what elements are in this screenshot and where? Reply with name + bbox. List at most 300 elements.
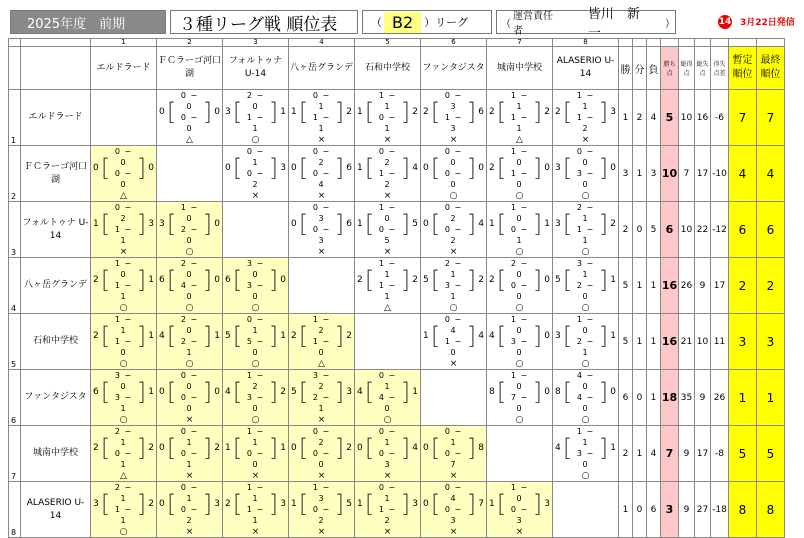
total-goals-against: 3 — [214, 499, 220, 509]
bracket-right: ] — [598, 154, 609, 182]
col-number: 8 — [553, 39, 619, 47]
provisional-rank-header: 暫定順位 — [729, 47, 757, 90]
wins: 5 — [619, 258, 633, 314]
match-cell — [487, 146, 553, 202]
first-half-score: 1 − 0 — [576, 315, 595, 335]
half-scores — [242, 314, 269, 358]
total-goals-against: 3 — [544, 499, 550, 509]
match-score — [289, 202, 354, 246]
match-score — [289, 146, 354, 190]
match-score — [487, 370, 552, 414]
match-cell — [289, 202, 355, 258]
final-rank: 6 — [757, 202, 785, 258]
second-half-score: 0 − 1 — [114, 449, 133, 469]
total-goals-for: 0 — [423, 163, 429, 173]
half-scores — [440, 426, 467, 470]
row-team-name: エルドラード — [21, 90, 91, 146]
match-cell — [223, 90, 289, 146]
row-team-name: ALASERIO U-14 — [21, 482, 91, 538]
half-scores — [242, 90, 269, 134]
first-half-score: 3 − 0 — [246, 259, 265, 279]
first-half-score: 1 − 0 — [180, 203, 199, 223]
match-score — [355, 482, 420, 526]
match-score — [223, 258, 288, 302]
total-goals-for: 3 — [555, 219, 561, 229]
match-score — [553, 370, 618, 414]
row-team-name: 石和中学校 — [21, 314, 91, 370]
bracket-right: ] — [202, 266, 213, 294]
draws: 0 — [633, 370, 647, 426]
total-goals-for: 2 — [93, 275, 99, 285]
match-score — [223, 482, 288, 526]
match-score — [487, 90, 552, 134]
first-half-score: 0 − 0 — [114, 147, 133, 167]
total-goals-against: 4 — [412, 443, 418, 453]
bracket-left: [ — [562, 266, 573, 294]
goal-diff: 11 — [711, 314, 729, 370]
match-cell — [553, 258, 619, 314]
total-goals-for: 0 — [291, 219, 297, 229]
points: 6 — [661, 202, 679, 258]
match-cell — [553, 146, 619, 202]
total-goals-against: 2 — [544, 107, 550, 117]
half-scores — [176, 482, 203, 526]
total-goals-for: 2 — [489, 275, 495, 285]
total-goals-for: 0 — [423, 443, 429, 453]
points: 10 — [661, 146, 679, 202]
first-half-score: 0 − 0 — [576, 147, 595, 167]
match-cell — [223, 146, 289, 202]
first-half-score: 1 − 0 — [510, 483, 529, 503]
row-team-name: ファンタジスタ — [21, 370, 91, 426]
draws: 1 — [633, 426, 647, 482]
total-goals-against: 2 — [610, 219, 616, 229]
first-half-score: 1 − 3 — [312, 483, 331, 503]
total-goals-against: 2 — [280, 387, 286, 397]
bracket-right: ] — [334, 98, 345, 126]
bracket-left: [ — [232, 434, 243, 462]
second-half-score: 0 − 1 — [378, 113, 397, 133]
first-half-score: 3 − 0 — [114, 371, 133, 391]
total-goals-for: 2 — [291, 331, 297, 341]
match-cell — [223, 426, 289, 482]
first-half-score: 1 − 1 — [378, 91, 397, 111]
second-half-score: 0 − 1 — [510, 225, 529, 245]
second-half-score: 1 − 1 — [114, 505, 133, 525]
half-scores — [374, 90, 401, 134]
match-result: ○ — [185, 303, 194, 313]
bracket-left: [ — [562, 322, 573, 350]
total-goals-for: 4 — [489, 331, 495, 341]
losses: 1 — [647, 370, 661, 426]
bracket-right: ] — [268, 98, 279, 126]
match-cell — [355, 370, 421, 426]
col-number: 5 — [355, 39, 421, 47]
total-goals-for: 1 — [489, 219, 495, 229]
match-cell — [157, 258, 223, 314]
bracket-right: ] — [136, 266, 147, 294]
losses: 5 — [647, 202, 661, 258]
half-scores — [110, 482, 137, 526]
second-half-score: 1 − 1 — [378, 281, 397, 301]
goal-diff-header: 得失点差 — [711, 47, 729, 90]
first-half-score: 1 − 2 — [246, 371, 265, 391]
bracket-left: [ — [364, 490, 375, 518]
col-number: 4 — [289, 39, 355, 47]
bracket-left: [ — [100, 154, 111, 182]
bracket-left: [ — [232, 266, 243, 294]
match-cell — [421, 314, 487, 370]
total-goals-for: 1 — [225, 443, 231, 453]
second-half-score: 0 − 0 — [180, 113, 199, 133]
half-scores — [572, 314, 599, 358]
match-result: × — [185, 527, 194, 537]
bracket-right: ] — [136, 210, 147, 238]
match-result: ○ — [515, 191, 524, 201]
match-result: × — [581, 135, 590, 145]
total-goals-against: 4 — [412, 163, 418, 173]
bracket-left: [ — [430, 154, 441, 182]
bracket-right: ] — [268, 490, 279, 518]
match-cell — [91, 426, 157, 482]
match-cell — [157, 370, 223, 426]
match-score — [223, 370, 288, 414]
half-scores — [440, 258, 467, 302]
bracket-right: ] — [532, 490, 543, 518]
provisional-rank: 4 — [729, 146, 757, 202]
match-cell — [421, 90, 487, 146]
match-score — [289, 90, 354, 134]
match-score — [487, 314, 552, 358]
bracket-right: ] — [334, 434, 345, 462]
match-result: × — [383, 191, 392, 201]
second-half-score: 3 − 0 — [246, 281, 265, 301]
half-scores — [506, 90, 533, 134]
match-result: ○ — [515, 247, 524, 257]
provisional-rank: 5 — [729, 426, 757, 482]
first-half-score: 0 − 4 — [444, 315, 463, 335]
draws: 0 — [633, 482, 647, 538]
bracket-left: [ — [430, 490, 441, 518]
bracket-right: ] — [598, 434, 609, 462]
total-goals-against: 3 — [610, 107, 616, 117]
half-scores — [176, 258, 203, 302]
first-half-score: 0 − 3 — [444, 91, 463, 111]
match-result: ○ — [581, 191, 590, 201]
half-scores — [176, 370, 203, 414]
match-score — [553, 426, 618, 470]
bracket-right: ] — [268, 322, 279, 350]
total-goals-for: 3 — [225, 107, 231, 117]
match-result: ○ — [383, 415, 392, 425]
second-half-score: 0 − 0 — [180, 393, 199, 413]
bracket-right: ] — [532, 266, 543, 294]
total-goals-against: 7 — [478, 499, 484, 509]
wins: 1 — [619, 90, 633, 146]
match-cell — [355, 90, 421, 146]
half-scores — [308, 202, 335, 246]
bracket-left: [ — [364, 434, 375, 462]
bracket-left: [ — [166, 434, 177, 462]
second-half-score: 2 − 1 — [180, 337, 199, 357]
match-result: ○ — [515, 303, 524, 313]
match-result: ○ — [581, 359, 590, 369]
second-half-score: 1 − 1 — [246, 113, 265, 133]
draws: 1 — [633, 314, 647, 370]
match-cell — [223, 370, 289, 426]
bracket-left: [ — [166, 322, 177, 350]
provisional-rank: 8 — [729, 482, 757, 538]
diagonal-cell — [157, 146, 223, 202]
match-cell — [289, 90, 355, 146]
first-half-score: 2 − 1 — [444, 259, 463, 279]
goal-diff: -6 — [711, 90, 729, 146]
bracket-left: [ — [298, 98, 309, 126]
diagonal-cell — [487, 426, 553, 482]
half-scores — [176, 426, 203, 470]
col-team-name: ＦＣラーゴ河口湖 — [157, 47, 223, 90]
total-goals-for: 6 — [225, 275, 231, 285]
match-result: × — [449, 359, 458, 369]
draws: 1 — [633, 146, 647, 202]
second-half-score: 0 − 2 — [180, 505, 199, 525]
wins-header: 勝 — [619, 47, 633, 90]
bracket-right: ] — [400, 210, 411, 238]
bracket-left: [ — [232, 154, 243, 182]
second-half-score: 0 − 0 — [444, 169, 463, 189]
match-cell — [157, 202, 223, 258]
match-result: × — [317, 191, 326, 201]
goals-against: 17 — [695, 426, 711, 482]
bracket-right: ] — [400, 266, 411, 294]
losses: 1 — [647, 314, 661, 370]
match-cell — [289, 146, 355, 202]
draws: 2 — [633, 90, 647, 146]
half-scores — [506, 258, 533, 302]
half-scores — [242, 426, 269, 470]
second-half-score: 0 − 0 — [312, 449, 331, 469]
total-goals-for: 1 — [357, 499, 363, 509]
total-goals-for: 2 — [423, 107, 429, 117]
half-scores — [440, 146, 467, 190]
table-row — [9, 202, 785, 258]
total-goals-for: 4 — [555, 443, 561, 453]
manager-close: ） — [665, 18, 675, 30]
second-half-score: 0 − 4 — [312, 169, 331, 189]
first-half-score: 0 − 2 — [312, 147, 331, 167]
col-team-name: 石和中学校 — [355, 47, 421, 90]
row-number: 1 — [9, 90, 21, 146]
column-number-row — [9, 39, 785, 47]
match-score — [421, 314, 486, 358]
goals-against: 27 — [695, 482, 711, 538]
first-half-score: 0 − 1 — [246, 147, 265, 167]
provisional-rank: 7 — [729, 90, 757, 146]
half-scores — [374, 482, 401, 526]
match-result: ○ — [119, 527, 128, 537]
total-goals-against: 0 — [214, 107, 220, 117]
total-goals-against: 2 — [412, 107, 418, 117]
match-cell — [355, 426, 421, 482]
match-score — [553, 258, 618, 302]
total-goals-for: 2 — [489, 163, 495, 173]
match-cell — [157, 426, 223, 482]
bracket-left: [ — [496, 98, 507, 126]
match-score — [487, 482, 552, 526]
bracket-right: ] — [400, 378, 411, 406]
total-goals-against: 1 — [148, 331, 154, 341]
losses-header: 負 — [647, 47, 661, 90]
first-half-score: 0 − 2 — [444, 203, 463, 223]
total-goals-against: 0 — [610, 387, 616, 397]
total-goals-against: 6 — [346, 219, 352, 229]
bracket-left: [ — [100, 434, 111, 462]
bracket-left: [ — [298, 322, 309, 350]
match-score — [421, 258, 486, 302]
match-score — [355, 426, 420, 470]
table-row — [9, 370, 785, 426]
bracket-left: [ — [100, 490, 111, 518]
match-score — [157, 202, 222, 246]
provisional-rank: 1 — [729, 370, 757, 426]
half-scores — [110, 370, 137, 414]
match-result: × — [383, 247, 392, 257]
match-score — [421, 426, 486, 470]
total-goals-for: 3 — [93, 499, 99, 509]
total-goals-for: 0 — [423, 219, 429, 229]
match-cell — [487, 370, 553, 426]
match-cell — [487, 314, 553, 370]
bracket-left: [ — [430, 266, 441, 294]
first-half-score: 1 − 0 — [510, 203, 529, 223]
first-half-score: 3 − 1 — [576, 259, 595, 279]
second-half-score: 1 − 1 — [312, 113, 331, 133]
second-half-score: 0 − 7 — [444, 449, 463, 469]
final-rank: 2 — [757, 258, 785, 314]
wins: 5 — [619, 314, 633, 370]
match-score — [421, 146, 486, 190]
bracket-right: ] — [532, 378, 543, 406]
bracket-left: [ — [496, 266, 507, 294]
total-goals-for: 0 — [159, 387, 165, 397]
match-result: ○ — [119, 359, 128, 369]
half-scores — [110, 426, 137, 470]
bracket-left: [ — [430, 434, 441, 462]
provisional-rank: 6 — [729, 202, 757, 258]
col-team-name: ファンタジスタ — [421, 47, 487, 90]
match-score — [355, 370, 420, 414]
manager-label: 運営責任者 — [513, 11, 553, 37]
total-goals-against: 0 — [148, 163, 154, 173]
bracket-right: ] — [334, 210, 345, 238]
first-half-score: 1 − 1 — [576, 427, 595, 447]
half-scores — [572, 426, 599, 470]
second-half-score: 3 − 0 — [246, 393, 265, 413]
match-result: ○ — [449, 303, 458, 313]
goals-for: 10 — [679, 90, 695, 146]
match-cell — [553, 90, 619, 146]
goals-for: 9 — [679, 482, 695, 538]
diagonal-cell — [91, 90, 157, 146]
goals-against: 16 — [695, 90, 711, 146]
bracket-right: ] — [598, 322, 609, 350]
bracket-right: ] — [598, 378, 609, 406]
second-half-score: 0 − 0 — [246, 449, 265, 469]
first-half-score: 2 − 0 — [180, 259, 199, 279]
half-scores — [374, 146, 401, 190]
goals-for: 9 — [679, 426, 695, 482]
first-half-score: 0 − 4 — [444, 483, 463, 503]
bracket-left: [ — [298, 378, 309, 406]
goals-against: 9 — [695, 370, 711, 426]
bracket-right: ] — [466, 322, 477, 350]
goals-for-header: 総得点 — [679, 47, 695, 90]
bracket-right: ] — [466, 490, 477, 518]
match-score — [91, 258, 156, 302]
match-score — [223, 90, 288, 134]
first-half-score: 0 − 2 — [312, 427, 331, 447]
second-half-score: 0 − 3 — [444, 505, 463, 525]
row-number: 2 — [9, 146, 21, 202]
bracket-left: [ — [562, 378, 573, 406]
match-cell — [157, 314, 223, 370]
points: 16 — [661, 258, 679, 314]
total-goals-for: 2 — [225, 499, 231, 509]
bracket-left: [ — [364, 98, 375, 126]
total-goals-for: 1 — [357, 163, 363, 173]
match-result: × — [251, 471, 260, 481]
bracket-left: [ — [298, 210, 309, 238]
half-scores — [506, 482, 533, 526]
match-cell — [289, 426, 355, 482]
match-result: ○ — [515, 359, 524, 369]
standings-table — [8, 38, 785, 538]
points: 5 — [661, 90, 679, 146]
match-cell — [91, 314, 157, 370]
match-score — [487, 202, 552, 246]
losses: 3 — [647, 146, 661, 202]
bracket-left: [ — [562, 210, 573, 238]
match-score — [157, 90, 222, 134]
bracket-left: [ — [496, 490, 507, 518]
goals-against: 22 — [695, 202, 711, 258]
total-goals-against: 4 — [478, 219, 484, 229]
bracket-right: ] — [136, 434, 147, 462]
bracket-left: [ — [364, 154, 375, 182]
half-scores — [572, 202, 599, 246]
bracket-left: [ — [364, 378, 375, 406]
total-goals-for: 5 — [423, 275, 429, 285]
bracket-left: [ — [496, 378, 507, 406]
block-name: B2 — [384, 12, 421, 33]
bracket-right: ] — [400, 434, 411, 462]
total-goals-against: 0 — [214, 275, 220, 285]
first-half-score: 0 − 2 — [114, 203, 133, 223]
first-half-score: 0 − 1 — [246, 315, 265, 335]
wins: 2 — [619, 426, 633, 482]
second-half-score: 3 − 1 — [444, 281, 463, 301]
second-half-score: 0 − 1 — [180, 449, 199, 469]
bracket-left: [ — [100, 322, 111, 350]
total-goals-for: 8 — [489, 387, 495, 397]
match-score — [553, 90, 618, 134]
total-goals-for: 1 — [291, 499, 297, 509]
match-result: ○ — [119, 303, 128, 313]
match-score — [421, 482, 486, 526]
table-row — [9, 258, 785, 314]
total-goals-against: 6 — [346, 163, 352, 173]
match-cell — [553, 202, 619, 258]
